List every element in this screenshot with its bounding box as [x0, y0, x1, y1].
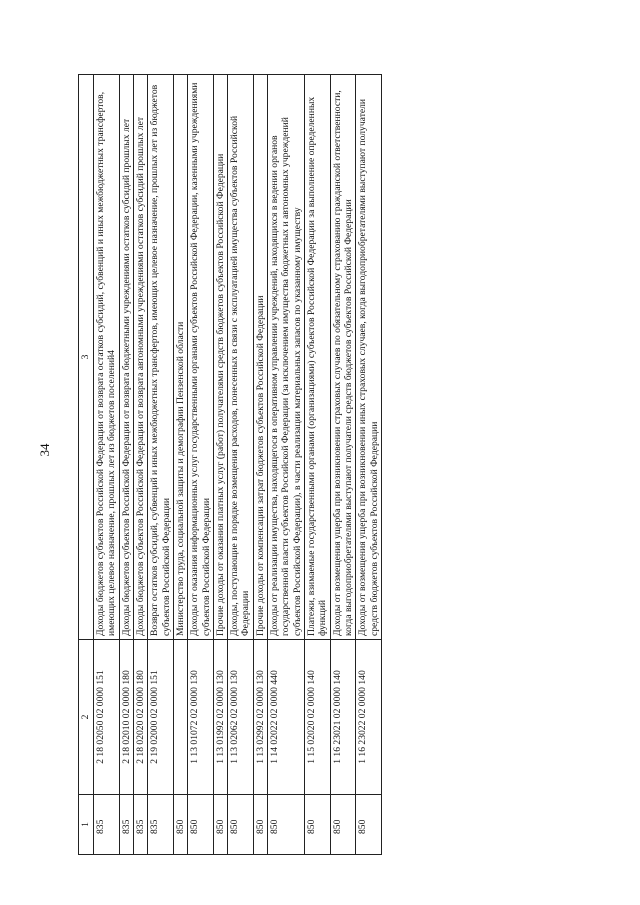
budget-code-cell: 1 13 02992 02 0000 130 — [253, 640, 267, 795]
table-body — [94, 75, 382, 855]
table-row — [119, 75, 133, 855]
table-row — [305, 75, 331, 855]
revenue-name-cell: Доходы от оказания информационных услуг государственными органами субъектов Российской Федерации, казенными учреждениями субъектов Российской Федерации — [188, 75, 214, 640]
admin-code-cell: 850 — [213, 795, 227, 855]
budget-code-cell: 1 16 23021 02 0000 140 — [330, 640, 356, 795]
revenue-name-cell: Доходы, поступающие в порядке возмещения расходов, понесенных в связи с эксплуатацией имущества субъектов Российской Федерации — [228, 75, 254, 640]
admin-code-cell: 835 — [119, 795, 133, 855]
table-row — [228, 75, 254, 855]
header-col-2: 2 — [79, 640, 94, 795]
table-row — [213, 75, 227, 855]
budget-code-cell: 1 15 02020 02 0000 140 — [305, 640, 331, 795]
revenue-name-cell: Доходы от реализации имущества, находящегося в оперативном управлении учреждений, находящихся в ведении органов государственной власти субъектов Российской Федерации (за исключением имущества бюджетных и автономных учреждений субъектов Российской Федерации), в части реализации материальных запасов по указанному имуществу — [268, 75, 305, 640]
revenue-name-cell: Платежи, взимаемые государственными органами (организациями) субъектов Российской Федерации за выполнение определенных функций — [305, 75, 331, 640]
admin-code-cell: 850 — [253, 795, 267, 855]
admin-code-cell: 850 — [268, 795, 305, 855]
table-row — [173, 75, 187, 855]
table-row — [148, 75, 174, 855]
table-row — [253, 75, 267, 855]
revenue-name-cell: Доходы от возмещения ущерба при возникновении страховых случаев по обязательному страхованию гражданской ответственности, когда выгодоприобретателями выступают получатели средств бюджетов субъектов Российской Федерации — [330, 75, 356, 640]
budget-code-cell: 1 14 02022 02 0000 440 — [268, 640, 305, 795]
admin-code-cell: 850 — [330, 795, 356, 855]
table-row — [268, 75, 305, 855]
table-header-row — [79, 75, 94, 855]
budget-code-cell: 2 18 02010 02 0000 180 — [119, 640, 133, 795]
admin-code-cell: 835 — [94, 795, 120, 855]
table-row — [133, 75, 147, 855]
table-row — [94, 75, 120, 855]
budget-code-cell — [173, 640, 187, 795]
admin-code-cell: 850 — [305, 795, 331, 855]
admin-code-cell: 850 — [188, 795, 214, 855]
revenue-name-cell: Министерство труда, социальной защиты и демографии Пензенской области — [173, 75, 187, 640]
budget-code-cell: 2 18 02050 02 0000 151 — [94, 640, 120, 795]
revenue-table-container — [78, 75, 568, 855]
table-row — [188, 75, 214, 855]
admin-code-cell: 835 — [148, 795, 174, 855]
page-number: 34 — [37, 443, 52, 457]
admin-code-cell: 850 — [356, 795, 382, 855]
header-col-1: 1 — [79, 795, 94, 855]
revenue-name-cell: Доходы бюджетов субъектов Российской Федерации от возврата остатков субсидий, субвенций и иных межбюджетных трансфертов, имеющих целевое назначение, прошлых лет из бюджетов поселений4 — [94, 75, 120, 640]
table-row — [330, 75, 356, 855]
table-row — [356, 75, 382, 855]
budget-code-cell: 2 18 02020 02 0000 180 — [133, 640, 147, 795]
revenue-name-cell: Прочие доходы от оказания платных услуг (работ) получателями средств бюджетов субъектов Российской Федерации — [213, 75, 227, 640]
revenue-name-cell: Доходы от возмещения ущерба при возникновении иных страховых случаев, когда выгодоприобретателями выступают получатели средств бюджетов субъектов Российской Федерации — [356, 75, 382, 640]
header-col-3: 3 — [79, 75, 94, 640]
revenue-name-cell: Прочие доходы от компенсации затрат бюджетов субъектов Российской Федерации — [253, 75, 267, 640]
revenue-name-cell: Доходы бюджетов субъектов Российской Федерации от возврата автономными учреждениями остатков субсидий прошлых лет — [133, 75, 147, 640]
revenue-name-cell: Возврат остатков субсидий, субвенций и иных межбюджетных трансфертов, имеющих целевое назначение, прошлых лет из бюджетов субъектов Российской Федерации — [148, 75, 174, 640]
budget-code-cell: 1 13 02062 02 0000 130 — [228, 640, 254, 795]
admin-code-cell: 850 — [173, 795, 187, 855]
revenue-table — [78, 74, 382, 855]
budget-code-cell: 1 13 01072 02 0000 130 — [188, 640, 214, 795]
budget-code-cell: 2 19 02000 02 0000 151 — [148, 640, 174, 795]
admin-code-cell: 850 — [228, 795, 254, 855]
budget-code-cell: 1 16 23022 02 0000 140 — [356, 640, 382, 795]
budget-code-cell: 1 13 01992 02 0000 130 — [213, 640, 227, 795]
admin-code-cell: 835 — [133, 795, 147, 855]
revenue-name-cell: Доходы бюджетов субъектов Российской Федерации от возврата бюджетными учреждениями остатков субсидий прошлых лет — [119, 75, 133, 640]
